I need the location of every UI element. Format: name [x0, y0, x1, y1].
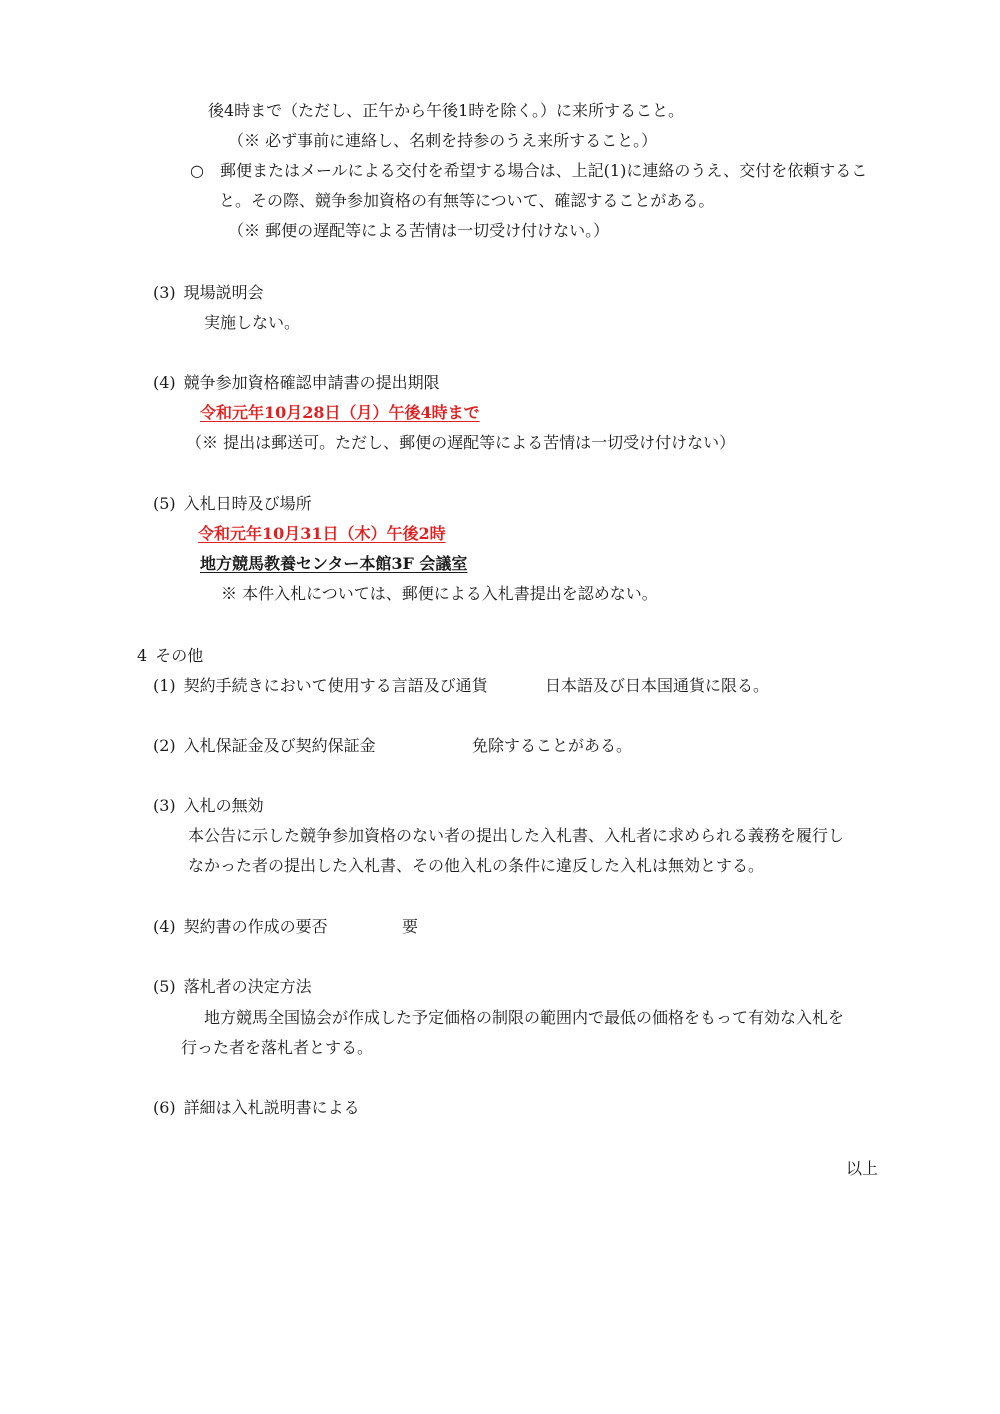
other-item-winner-decision	[153, 976, 312, 998]
item-value: 要	[402, 917, 419, 936]
item-value: 免除することがある。	[472, 736, 633, 755]
other-item-details	[153, 1097, 360, 1119]
section-other-heading	[137, 645, 203, 667]
item-label: 契約手続きにおいて使用する言語及び通貨	[183, 676, 488, 695]
invalid-bid-body: 本公告に示した競争参加資格のない者の提出した入札書、入札者に求められる義務を履行し	[188, 826, 845, 845]
item-number: (3)	[153, 796, 176, 815]
winner-decision-body-cont: 行った者を落札者とする。	[181, 1038, 374, 1057]
section-number: (4)	[153, 373, 176, 392]
other-item-security-deposit	[153, 735, 376, 757]
item-number: (2)	[153, 736, 176, 755]
other-item-contract-document	[153, 916, 328, 938]
section-site-briefing-heading	[153, 282, 264, 304]
bid-datetime: 令和元年10月31日（木）午後2時	[198, 524, 446, 543]
deadline-note: （※ 提出は郵送可。ただし、郵便の遅配等による苦情は一切受け付けない）	[186, 433, 736, 452]
section-deadline-heading	[153, 372, 440, 394]
section-title: その他	[155, 646, 204, 665]
section-number: (3)	[153, 283, 176, 302]
section-title: 入札日時及び場所	[183, 494, 312, 513]
note-mail-delay: （※ 郵便の遅配等による苦情は一切受け付けない。）	[228, 221, 610, 240]
item-label: 入札の無効	[183, 796, 264, 815]
other-item-language-currency	[153, 675, 488, 697]
section-bid-datetime-heading	[153, 493, 312, 515]
section-number: (5)	[153, 494, 176, 513]
mail-delivery-text: 郵便またはメールによる交付を希望する場合は、上記(1)に連絡のうえ、交付を依頼するこ	[219, 161, 868, 180]
item-number: (1)	[153, 676, 176, 695]
section-number: 4	[137, 646, 148, 665]
continued-text-line: 後4時まで（ただし、正午から午後1時を除く。）に来所すること。	[208, 101, 685, 120]
item-label: 落札者の決定方法	[183, 977, 312, 996]
other-item-invalid-bid	[153, 795, 264, 817]
closing-text: 以上	[846, 1159, 879, 1178]
bid-postal-note: ※ 本件入札については、郵便による入札書提出を認めない。	[221, 584, 658, 603]
item-label: 入札保証金及び契約保証金	[183, 736, 376, 755]
item-number: (5)	[153, 977, 176, 996]
invalid-bid-body-cont: なかった者の提出した入札書、その他入札の条件に違反した入札は無効とする。	[188, 856, 765, 875]
item-label: 詳細は入札説明書による	[183, 1098, 360, 1117]
deadline-date: 令和元年10月28日（月）午後4時まで	[200, 403, 480, 422]
circle-bullet: ○	[190, 161, 204, 180]
bid-place: 地方競馬教養センター本館3F 会議室	[200, 554, 468, 573]
mail-delivery-item	[190, 160, 867, 182]
item-number: (6)	[153, 1098, 176, 1117]
item-number: (4)	[153, 917, 176, 936]
section-title: 競争参加資格確認申請書の提出期限	[183, 373, 440, 392]
mail-delivery-text-cont: と。その際、競争参加資格の有無等について、確認することがある。	[219, 191, 715, 210]
item-value: 日本語及び日本国通貨に限る。	[545, 676, 770, 695]
item-label: 契約書の作成の要否	[183, 917, 328, 936]
section-title: 現場説明会	[183, 283, 264, 302]
site-briefing-body: 実施しない。	[204, 313, 301, 332]
note-business-card: （※ 必ず事前に連絡し、名刺を持参のうえ来所すること。）	[228, 131, 658, 150]
winner-decision-body: 地方競馬全国協会が作成した予定価格の制限の範囲内で最低の価格をもって有効な入札を	[204, 1008, 845, 1027]
